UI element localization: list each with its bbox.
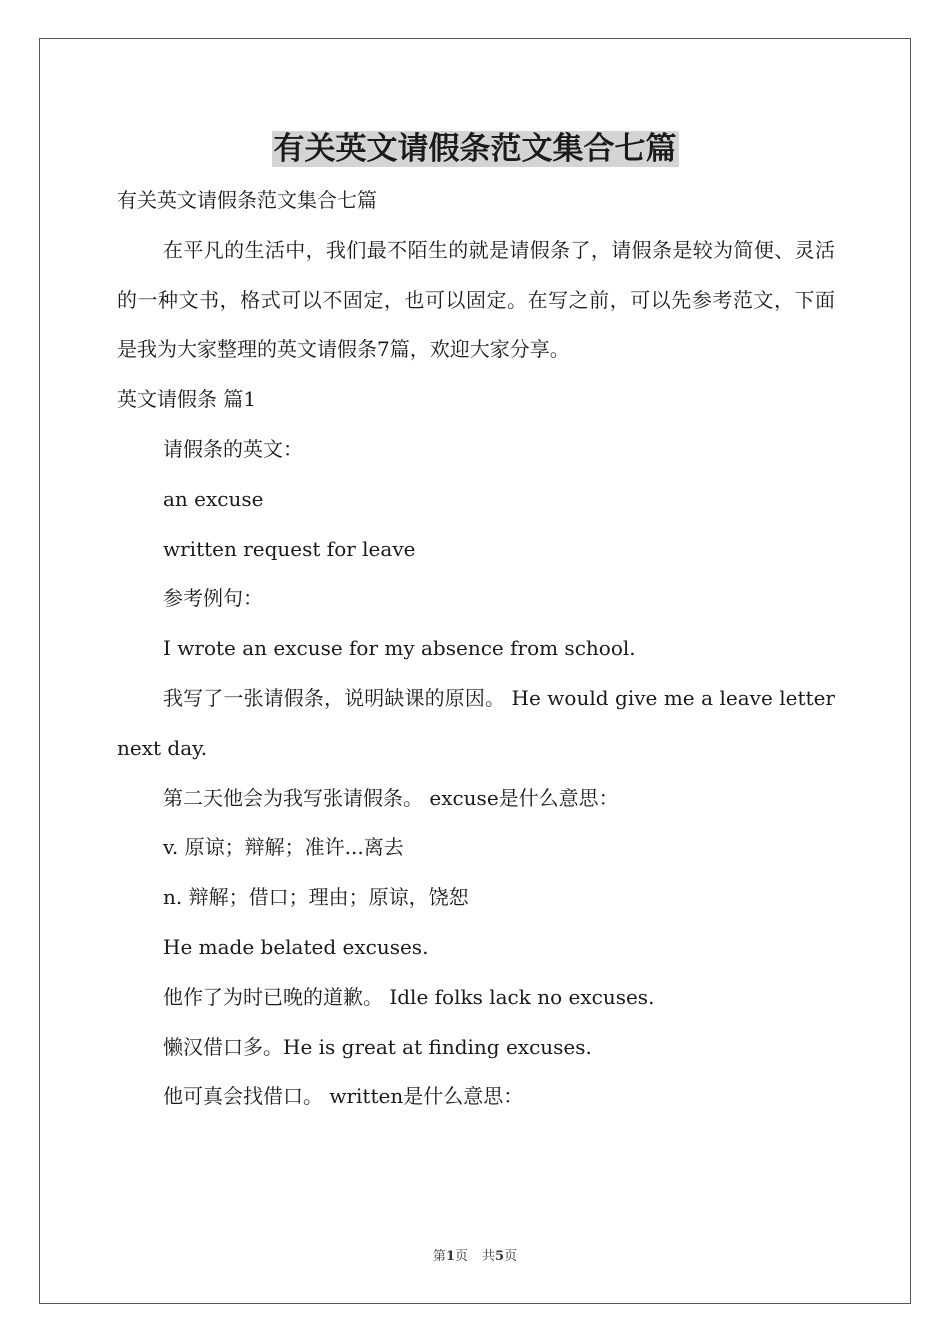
body-paragraph: written request for leave — [163, 536, 416, 561]
body-paragraph: I wrote an excuse for my absence from school. — [163, 636, 636, 661]
body-paragraph: He made belated excuses. — [163, 934, 429, 959]
body-paragraph: 我写了一张请假条，说明缺课的原因。 He would give me a leave letter next day. — [117, 685, 842, 760]
total-suffix: 页 — [504, 1249, 518, 1264]
intro-paragraph: 在平凡的生活中，我们最不陌生的就是请假条了，请假条是较为简便、灵活的一种文书，格式可以不固定，也可以固定。在写之前，可以先参考范文，下面是我为大家整理的英文请假条7篇，欢迎大家分享。 — [117, 237, 835, 362]
document-title-text: 有关英文请假条范文集合七篇 — [273, 131, 677, 167]
page-footer — [0, 1248, 950, 1266]
body-paragraph: 请假条的英文： — [163, 436, 303, 461]
subtitle-paragraph: 有关英文请假条范文集合七篇 — [117, 188, 377, 212]
body-paragraph: an excuse — [163, 486, 264, 511]
section-heading: 英文请假条 篇1 — [117, 387, 257, 412]
document-body — [117, 176, 842, 1122]
page-number: 1 — [445, 1249, 455, 1264]
body-paragraph: 第二天他会为我写张请假条。 excuse是什么意思： — [163, 785, 619, 810]
body-paragraph: n. 辩解；借口；理由；原谅，饶恕 — [163, 885, 469, 910]
page-suffix: 页 — [454, 1249, 468, 1264]
document-title — [0, 127, 950, 171]
body-paragraph: v. 原谅；辩解；准许...离去 — [163, 835, 404, 860]
body-paragraph: 参考例句： — [163, 586, 263, 611]
page-prefix: 第 — [432, 1249, 446, 1264]
body-paragraph: 他可真会找借口。 written是什么意思： — [163, 1084, 524, 1109]
body-paragraph: 他作了为时已晚的道歉。 Idle folks lack no excuses. — [163, 984, 655, 1009]
total-prefix: 共 — [482, 1249, 496, 1264]
body-paragraph: 懒汉借口多。He is great at finding excuses. — [163, 1034, 592, 1059]
total-pages: 5 — [495, 1249, 505, 1264]
